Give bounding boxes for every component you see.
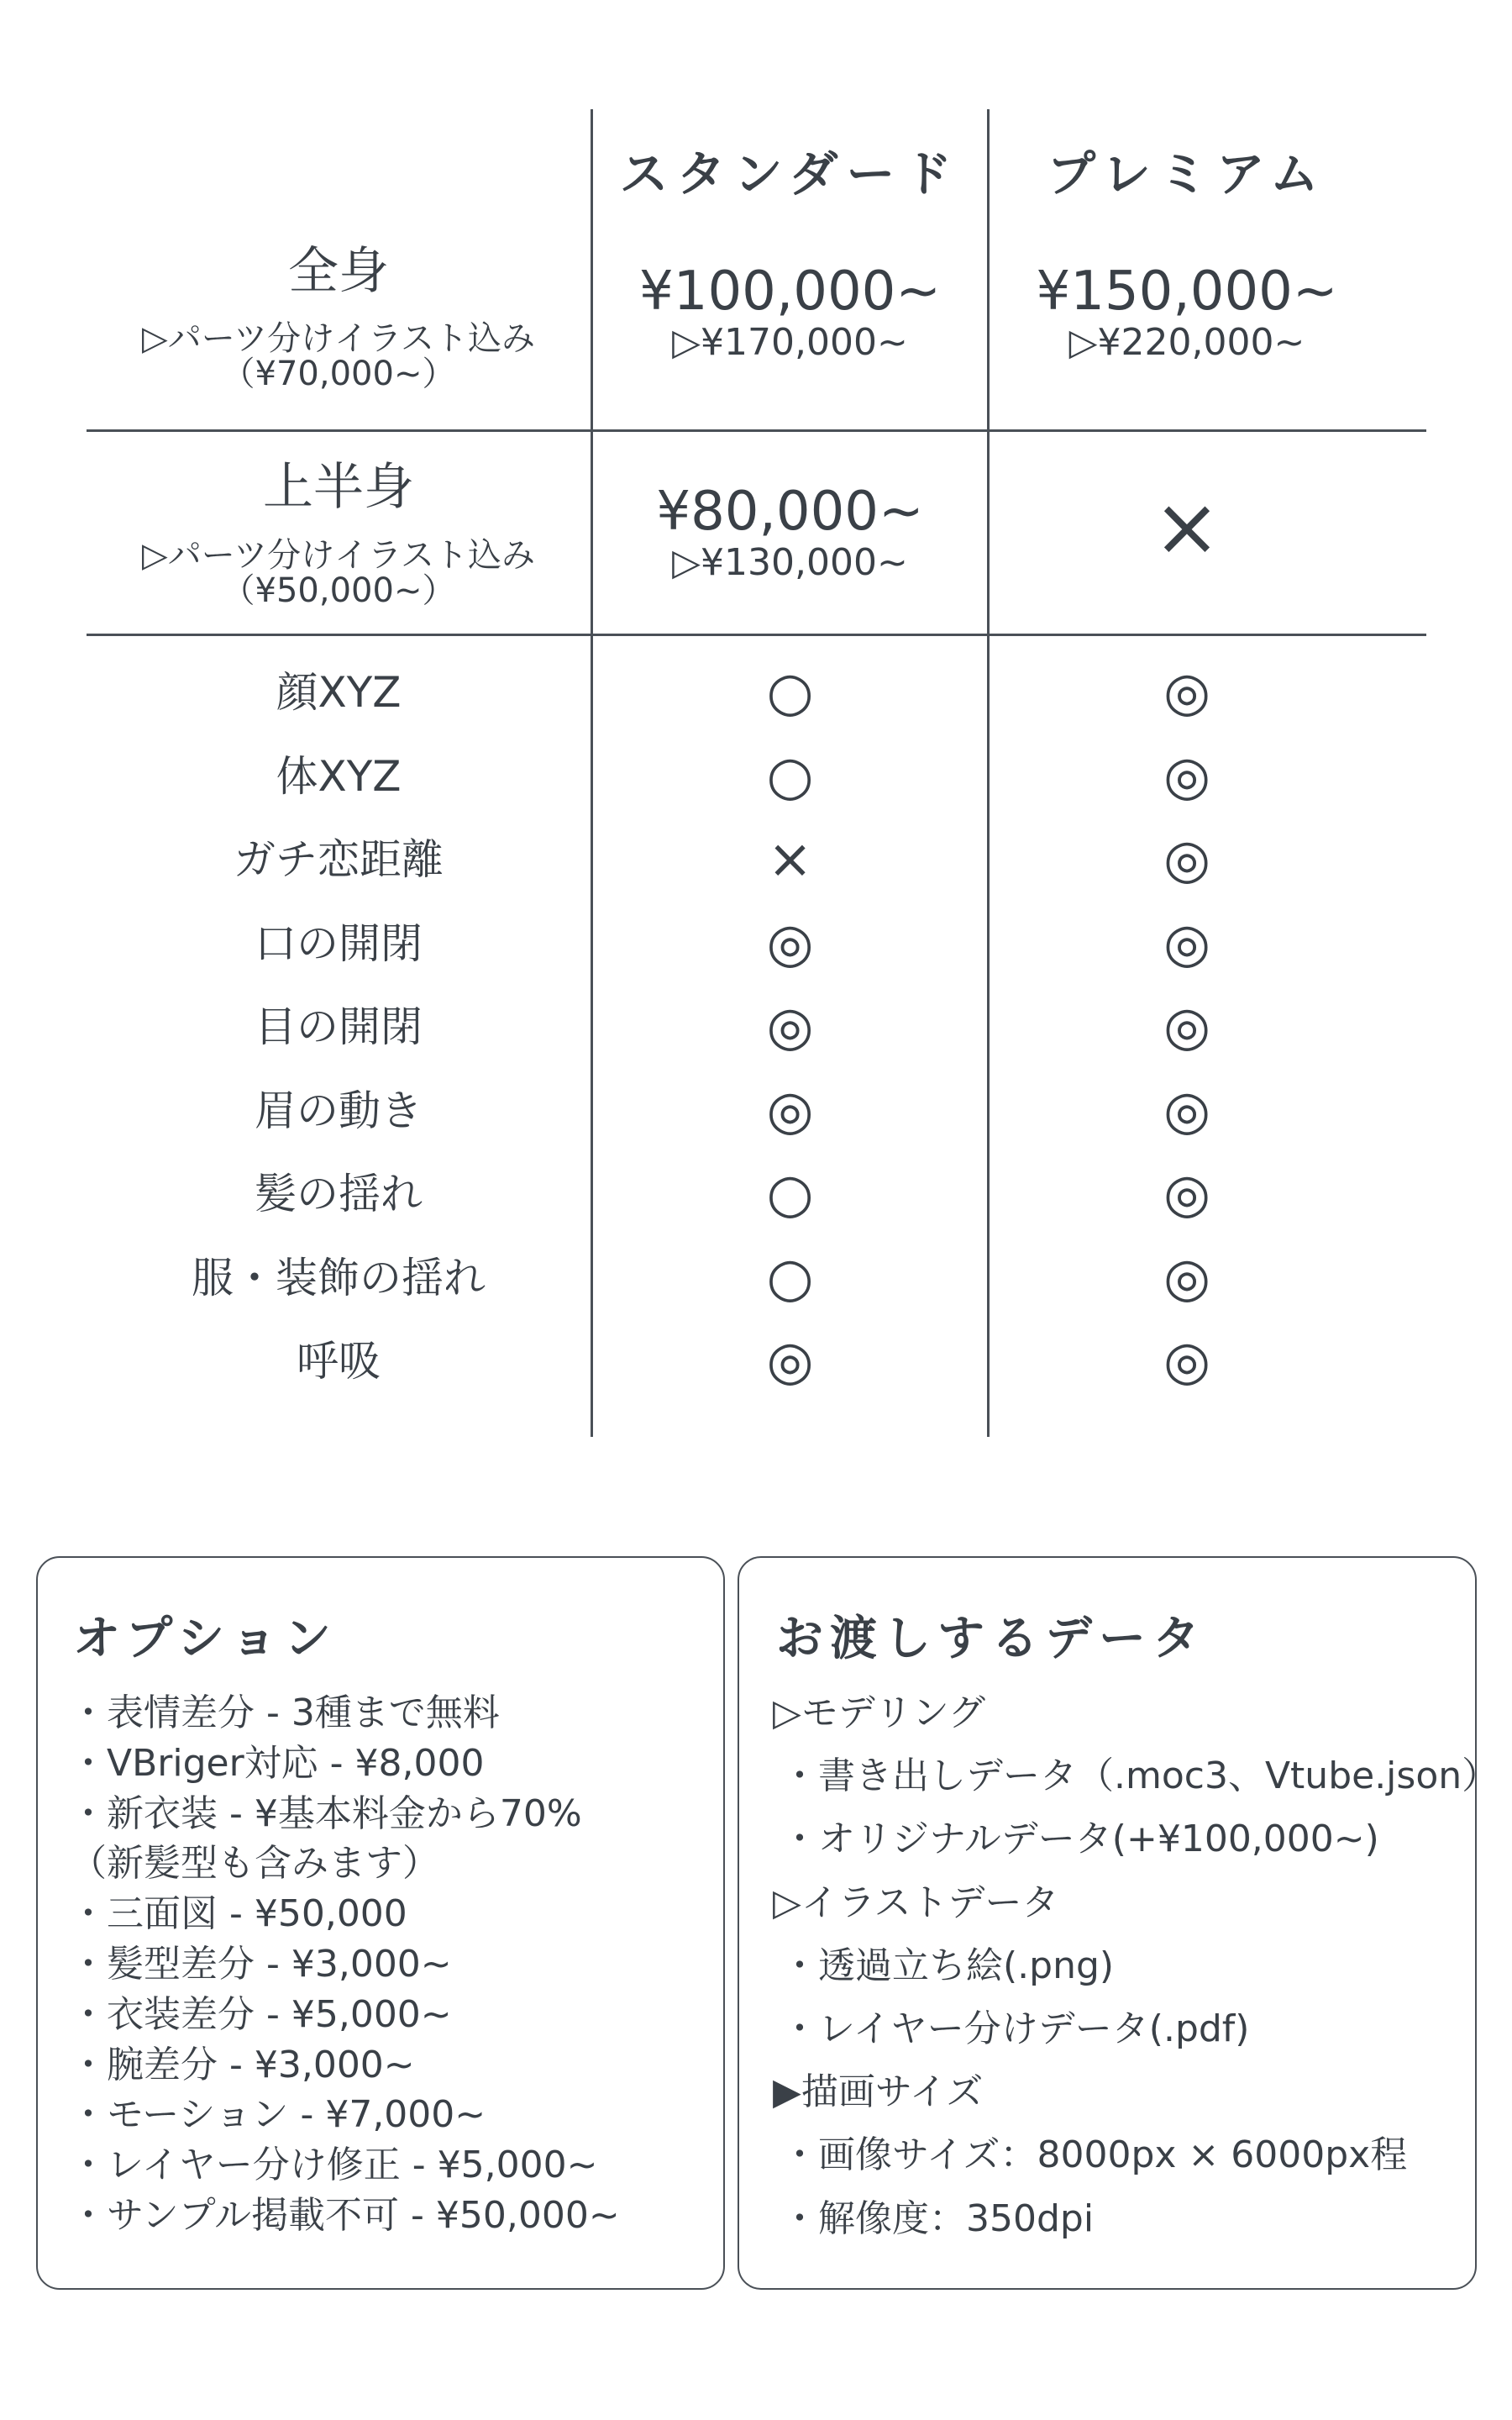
option-item: ・表情差分 - 3種まで無料: [70, 1691, 500, 1734]
premium-subprice: ▷¥220,000~: [1068, 321, 1305, 364]
delivery-box: [738, 1556, 1499, 2290]
standard-availability-mark: ○: [766, 1246, 814, 1309]
feature-name: 体XYZ: [276, 751, 402, 801]
feature-name: 呼吸: [297, 1337, 381, 1386]
category-title: 上半身: [263, 458, 414, 517]
delivery-item: ▷モデリング: [773, 1691, 985, 1734]
premium-availability-mark: ◎: [1163, 1246, 1210, 1309]
standard-price: ¥80,000~: [656, 481, 924, 543]
option-item: ・モーション - ¥7,000~: [70, 2093, 486, 2137]
standard-availability-mark: ○: [766, 744, 814, 808]
category-subtitle-price: （¥50,000~）: [221, 571, 456, 610]
option-item: ・衣装差分 - ¥5,000~: [70, 1992, 452, 2036]
column-header-standard: スタンダード: [619, 145, 961, 203]
standard-availability-mark: ◎: [766, 996, 814, 1058]
feature-name: 目の開閉: [255, 1002, 423, 1051]
option-item: ・三面図 - ¥50,000: [70, 1892, 407, 1936]
premium-availability-mark: ◎: [1163, 996, 1210, 1058]
standard-availability-mark: ◎: [766, 912, 814, 975]
standard-availability-mark: ×: [767, 829, 813, 891]
standard-subprice: ▷¥130,000~: [672, 541, 908, 584]
table-divider-horizontal-2: [87, 634, 1426, 636]
feature-name: 顔XYZ: [276, 668, 402, 717]
delivery-item: ・オリジナルデータ(+¥100,000~): [781, 1818, 1379, 1861]
option-item: （新髪型も含みます）: [70, 1842, 439, 1886]
premium-availability-mark: ◎: [1163, 1330, 1210, 1392]
feature-name: 眉の動き: [255, 1086, 423, 1135]
options-box: [36, 1556, 725, 2290]
delivery-item: ▶描画サイズ: [773, 2070, 984, 2114]
standard-price: ¥100,000~: [639, 260, 941, 323]
premium-unavailable-mark: ×: [1152, 480, 1221, 574]
category-subtitle: ▷パーツ分けイラスト込み: [142, 319, 535, 358]
premium-availability-mark: ◎: [1163, 1079, 1210, 1142]
feature-name: 口の開閉: [255, 918, 423, 968]
option-item: ・VBriger対応 - ¥8,000: [70, 1741, 485, 1785]
delivery-item: ・書き出しデータ（.moc3、Vtube.json）: [781, 1754, 1499, 1798]
category-title: 全身: [288, 242, 389, 301]
delivery-item: ・透過立ち絵(.png): [781, 1944, 1115, 1987]
option-item: ・新衣装 - ¥基本料金から70%: [70, 1791, 582, 1835]
premium-availability-mark: ◎: [1163, 1163, 1210, 1225]
delivery-item: ・レイヤー分けデータ(.pdf): [781, 2007, 1250, 2050]
premium-availability-mark: ◎: [1163, 829, 1210, 891]
standard-availability-mark: ◎: [766, 1330, 814, 1392]
option-item: ・サンプル掲載不可 - ¥50,000~: [70, 2194, 620, 2237]
delivery-item: ・画像サイズ：8000px × 6000px程: [781, 2133, 1408, 2177]
feature-name: 服・装飾の揺れ: [192, 1253, 486, 1302]
option-item: ・腕差分 - ¥3,000~: [70, 2043, 415, 2086]
standard-availability-mark: ○: [766, 661, 814, 723]
option-item: ・髪型差分 - ¥3,000~: [70, 1943, 452, 1986]
feature-name: 髪の揺れ: [255, 1170, 423, 1218]
premium-availability-mark: ◎: [1163, 661, 1210, 723]
table-divider-horizontal-1: [87, 429, 1426, 432]
feature-name: ガチ恋距離: [234, 835, 444, 884]
category-subtitle: ▷パーツ分けイラスト込み: [142, 536, 535, 575]
premium-availability-mark: ◎: [1163, 912, 1210, 975]
options-title: オプション: [73, 1612, 338, 1666]
premium-price: ¥150,000~: [1036, 260, 1338, 323]
option-item: ・レイヤー分け修正 - ¥5,000~: [70, 2144, 598, 2187]
delivery-item: ・解像度：350dpi: [781, 2196, 1095, 2240]
standard-availability-mark: ○: [766, 1163, 814, 1225]
column-header-premium: プレミアム: [1047, 145, 1327, 203]
delivery-title: お渡しするデータ: [776, 1612, 1206, 1666]
standard-subprice: ▷¥170,000~: [672, 321, 908, 364]
standard-availability-mark: ◎: [766, 1079, 814, 1142]
premium-availability-mark: ◎: [1163, 744, 1210, 808]
category-subtitle-price: （¥70,000~）: [221, 355, 456, 393]
delivery-item: ▷イラストデータ: [773, 1881, 1059, 1924]
